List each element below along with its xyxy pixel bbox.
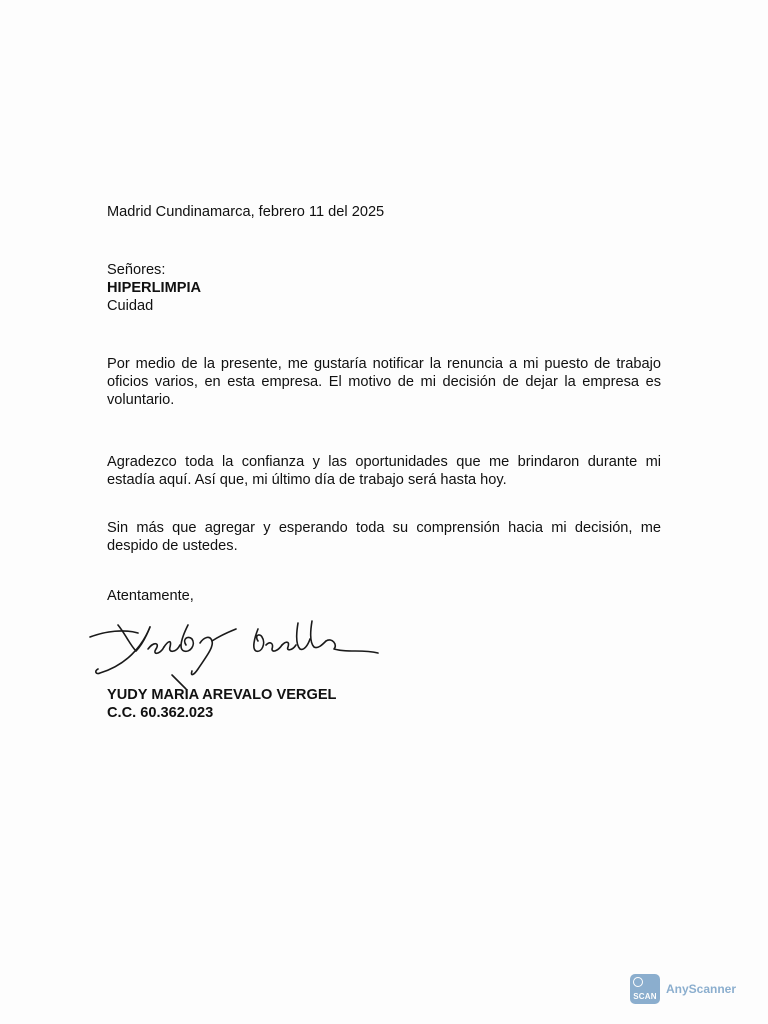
closing-line: Atentamente, [107,588,194,604]
handwritten-signature [86,615,386,695]
recipient-company: HIPERLIMPIA [107,280,202,296]
scanner-logo-icon [630,974,660,1004]
logo-circle-icon [633,977,643,987]
paragraph-gratitude: Agradezco toda la confianza y las oportunidades que me brindaron durante mi estadía aquí. Así que, mi último día de trabajo será hasta hoy. [107,454,661,488]
recipient-block [107,261,661,315]
salutation: Señores: [107,262,166,278]
signer-id: C.C. 60.362.023 [107,705,214,721]
paragraph-resignation: Por medio de la presente, me gustaría notificar la renuncia a mi puesto de trabajo oficios varios, en esta empresa. El motivo de mi decisión de dejar la empresa es voluntario. [107,356,661,408]
watermark-label: AnyScanner [665,982,736,996]
signature-drawing [86,615,386,695]
signer-name: YUDY MARIA AREVALO VERGEL [107,687,337,703]
date-line: Madrid Cundinamarca, febrero 11 del 2025 [107,204,385,220]
signer-block [107,686,336,722]
logo-text: SCAN [633,992,657,1001]
letter-body [107,203,661,605]
anyscanner-watermark [630,974,736,1004]
recipient-city: Cuidad [107,298,154,314]
paragraph-farewell: Sin más que agregar y esperando toda su comprensión hacia mi decisión, me despido de ustedes. [107,520,661,554]
